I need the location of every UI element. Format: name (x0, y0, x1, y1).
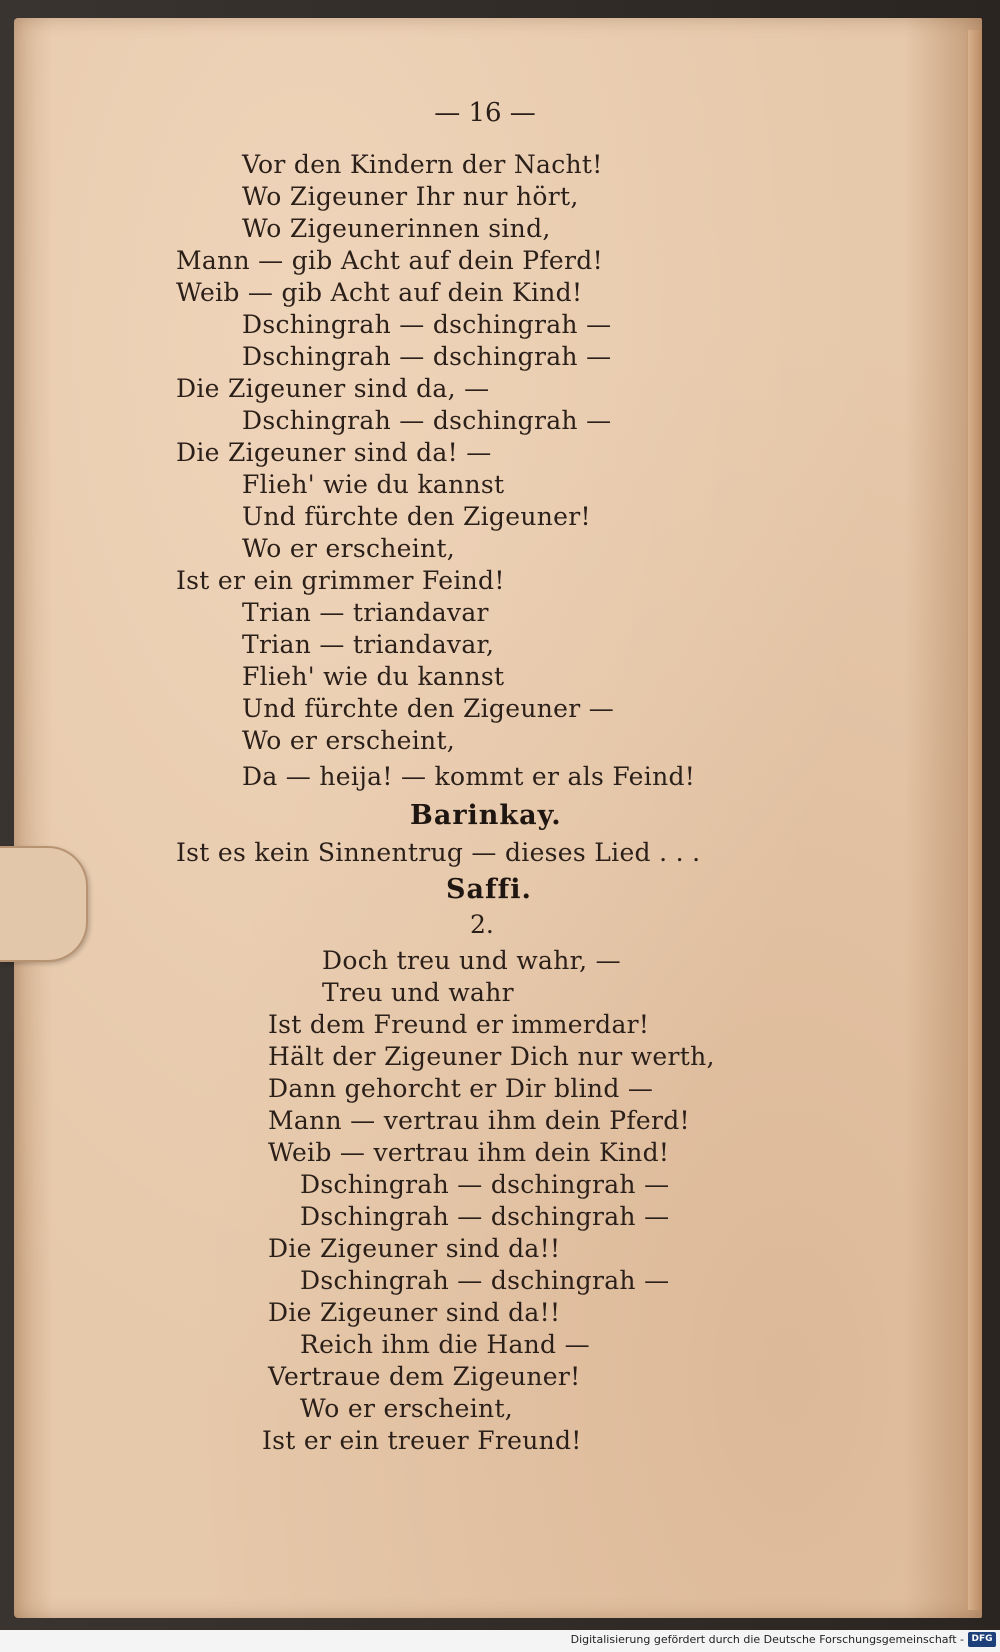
verse-line: Die Zigeuner sind da!! (268, 1234, 561, 1263)
verse-line: Vertraue dem Zigeuner! (268, 1362, 581, 1391)
verse-line: Die Zigeuner sind da! — (176, 438, 492, 467)
page-number: — 16 — (434, 98, 536, 128)
digitization-credit: Digitalisierung gefördert durch die Deutsche Forschungsgemeinschaft - (570, 1633, 964, 1646)
verse-line: Wo er erscheint, (242, 726, 456, 755)
verse-line: Und fürchte den Zigeuner — (242, 694, 615, 723)
speaker-name: Saffi. (446, 874, 532, 905)
verse-line: Doch treu und wahr, — (322, 946, 621, 975)
verse-line: Weib — gib Acht auf dein Kind! (176, 278, 583, 307)
verse-line: Hält der Zigeuner Dich nur werth, (268, 1042, 715, 1071)
verse-line: Dann gehorcht er Dir blind — (268, 1074, 654, 1103)
dfg-logo: DFG (968, 1632, 996, 1647)
verse-line: Dschingrah — dschingrah — (300, 1170, 670, 1199)
verse-line: Da — heija! — kommt er als Feind! (242, 762, 696, 791)
page-edge (967, 30, 982, 1610)
verse-line: Trian — triandavar, (242, 630, 495, 659)
verse-line: Dschingrah — dschingrah — (300, 1202, 670, 1231)
verse-line: Flieh' wie du kannst (242, 470, 505, 499)
verse-line: Ist es kein Sinnentrug — dieses Lied . . . (176, 838, 701, 867)
verse-line: Trian — triandavar (242, 598, 489, 627)
speaker-name: Barinkay. (410, 800, 562, 831)
verse-line: Wo Zigeuner Ihr nur hört, (242, 182, 579, 211)
verse-line: Die Zigeuner sind da, — (176, 374, 490, 403)
verse-line: Wo er erscheint, (242, 534, 456, 563)
verse-line: Vor den Kindern der Nacht! (242, 150, 603, 179)
verse-line: Weib — vertrau ihm dein Kind! (268, 1138, 670, 1167)
verse-line: Und fürchte den Zigeuner! (242, 502, 591, 531)
verse-line: Wo Zigeunerinnen sind, (242, 214, 551, 243)
verse-line: Dschingrah — dschingrah — (242, 342, 612, 371)
verse-line: Mann — vertrau ihm dein Pferd! (268, 1106, 690, 1135)
verse-line: Ist er ein treuer Freund! (262, 1426, 582, 1455)
verse-number: 2. (470, 910, 494, 939)
verse-line: Dschingrah — dschingrah — (300, 1266, 670, 1295)
verse-line: Mann — gib Acht auf dein Pferd! (176, 246, 603, 275)
verse-line: Die Zigeuner sind da!! (268, 1298, 561, 1327)
verse-line: Wo er erscheint, (300, 1394, 514, 1423)
verse-line: Ist dem Freund er immerdar! (268, 1010, 650, 1039)
verse-line: Reich ihm die Hand — (300, 1330, 590, 1359)
verse-line: Dschingrah — dschingrah — (242, 310, 612, 339)
verse-line: Treu und wahr (322, 978, 514, 1007)
verse-line: Dschingrah — dschingrah — (242, 406, 612, 435)
bookmark-tab (0, 846, 88, 962)
verse-line: Ist er ein grimmer Feind! (176, 566, 505, 595)
verse-line: Flieh' wie du kannst (242, 662, 505, 691)
